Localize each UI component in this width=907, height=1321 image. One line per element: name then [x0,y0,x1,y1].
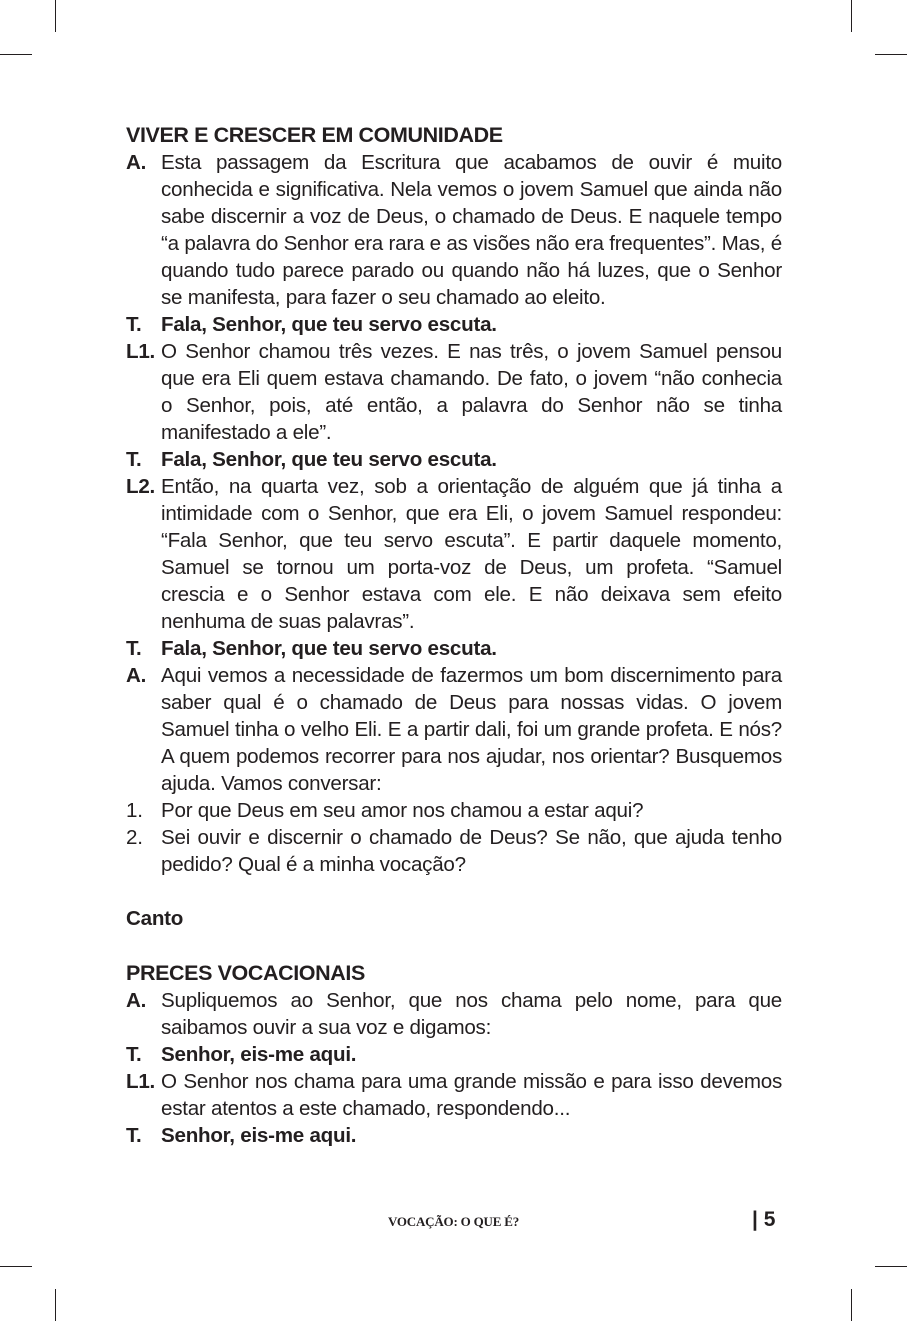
question-number: 2. [126,826,143,849]
entry-marker: T. [126,448,142,471]
running-title: VOCAÇÃO: O QUE É? [387,1214,520,1229]
crop-mark [851,0,852,32]
entry-marker: L1. [126,1070,156,1093]
numbered-question [126,824,782,878]
entry-response [126,635,782,662]
entry-leitor-1 [126,338,782,446]
entry-text: Senhor, eis-me aqui. [161,1043,357,1066]
entry-response [126,1122,782,1149]
crop-mark [55,1289,56,1321]
entry-animador [126,662,782,797]
entry-marker: A. [126,151,147,174]
entry-response [126,311,782,338]
question-text: Por que Deus em seu amor nos chamou a estar aqui? [161,799,644,822]
crop-mark [55,0,56,32]
entry-marker: A. [126,989,147,1012]
entry-text: O Senhor chamou três vezes. E nas três, o jovem Samuel pensou que era Eli quem estava chamando. De fato, o jovem “não conhecia o Senhor, pois, até então, a palavra do Senhor não se tinha manifestado a ele”. [161,340,782,444]
canto-heading: Canto [126,907,184,930]
section-heading: PRECES VOCACIONAIS [126,961,365,985]
entry-marker: T. [126,1043,142,1066]
entry-text: Então, na quarta vez, sob a orientação de alguém que já tinha a intimidade com o Senhor, que era Eli, o jovem Samuel respondeu: “Fala Senhor, que teu servo escuta”. E partir daquele momento, Samuel se tornou um porta-voz de Deus, um profeta. “Samuel crescia e o Senhor estava com ele. E não deixava sem efeito nenhuma de suas palavras”. [161,475,782,633]
entry-response [126,446,782,473]
crop-mark [875,1266,907,1267]
question-text: Sei ouvir e discernir o chamado de Deus? Se não, que ajuda tenho pedido? Qual é a minha vocação? [161,826,782,876]
entry-marker: L2. [126,475,156,498]
entry-marker: L1. [126,340,156,363]
entry-marker: T. [126,637,142,660]
entry-leitor-1 [126,1068,782,1122]
entry-marker: T. [126,313,142,336]
entry-text: Fala, Senhor, que teu servo escuta. [161,448,497,471]
question-number: 1. [126,799,143,822]
crop-mark [851,1289,852,1321]
entry-text: O Senhor nos chama para uma grande missão e para isso devemos estar atentos a este chamado, respondendo... [161,1070,782,1120]
entry-text: Fala, Senhor, que teu servo escuta. [161,313,497,336]
entry-marker: A. [126,664,147,687]
entry-text: Fala, Senhor, que teu servo escuta. [161,637,497,660]
crop-mark [0,1266,32,1267]
entry-text: Supliquemos ao Senhor, que nos chama pelo nome, para que saibamos ouvir a sua voz e digamos: [161,989,782,1039]
entry-text: Senhor, eis-me aqui. [161,1124,357,1147]
entry-text: Esta passagem da Escritura que acabamos de ouvir é muito conhecida e significativa. Nela vemos o jovem Samuel que ainda não sabe discernir a voz de Deus, o chamado de Deus. E naquele tempo “a palavra do Senhor era rara e as visões não era frequentes”. Mas, é quando tudo parece parado ou quando não há luzes, que o Senhor se manifesta, para fazer o seu chamado ao eleito. [161,151,782,309]
section-heading: VIVER E CRESCER EM COMUNIDADE [126,123,503,147]
entry-text: Aqui vemos a necessidade de fazermos um bom discernimento para saber qual é o chamado de Deus para nossas vidas. O jovem Samuel tinha o velho Eli. E a partir dali, foi um grande profeta. E nós? A quem podemos recorrer para nos ajudar, nos orientar? Busquemos ajuda. Vamos conversar: [161,664,782,795]
page-content [126,121,782,1149]
page-number: | 5 [752,1208,776,1231]
numbered-question [126,797,782,824]
crop-mark [875,54,907,55]
entry-animador [126,149,782,311]
crop-mark [0,54,32,55]
entry-leitor-2 [126,473,782,635]
entry-marker: T. [126,1124,142,1147]
entry-animador [126,987,782,1041]
entry-response [126,1041,782,1068]
